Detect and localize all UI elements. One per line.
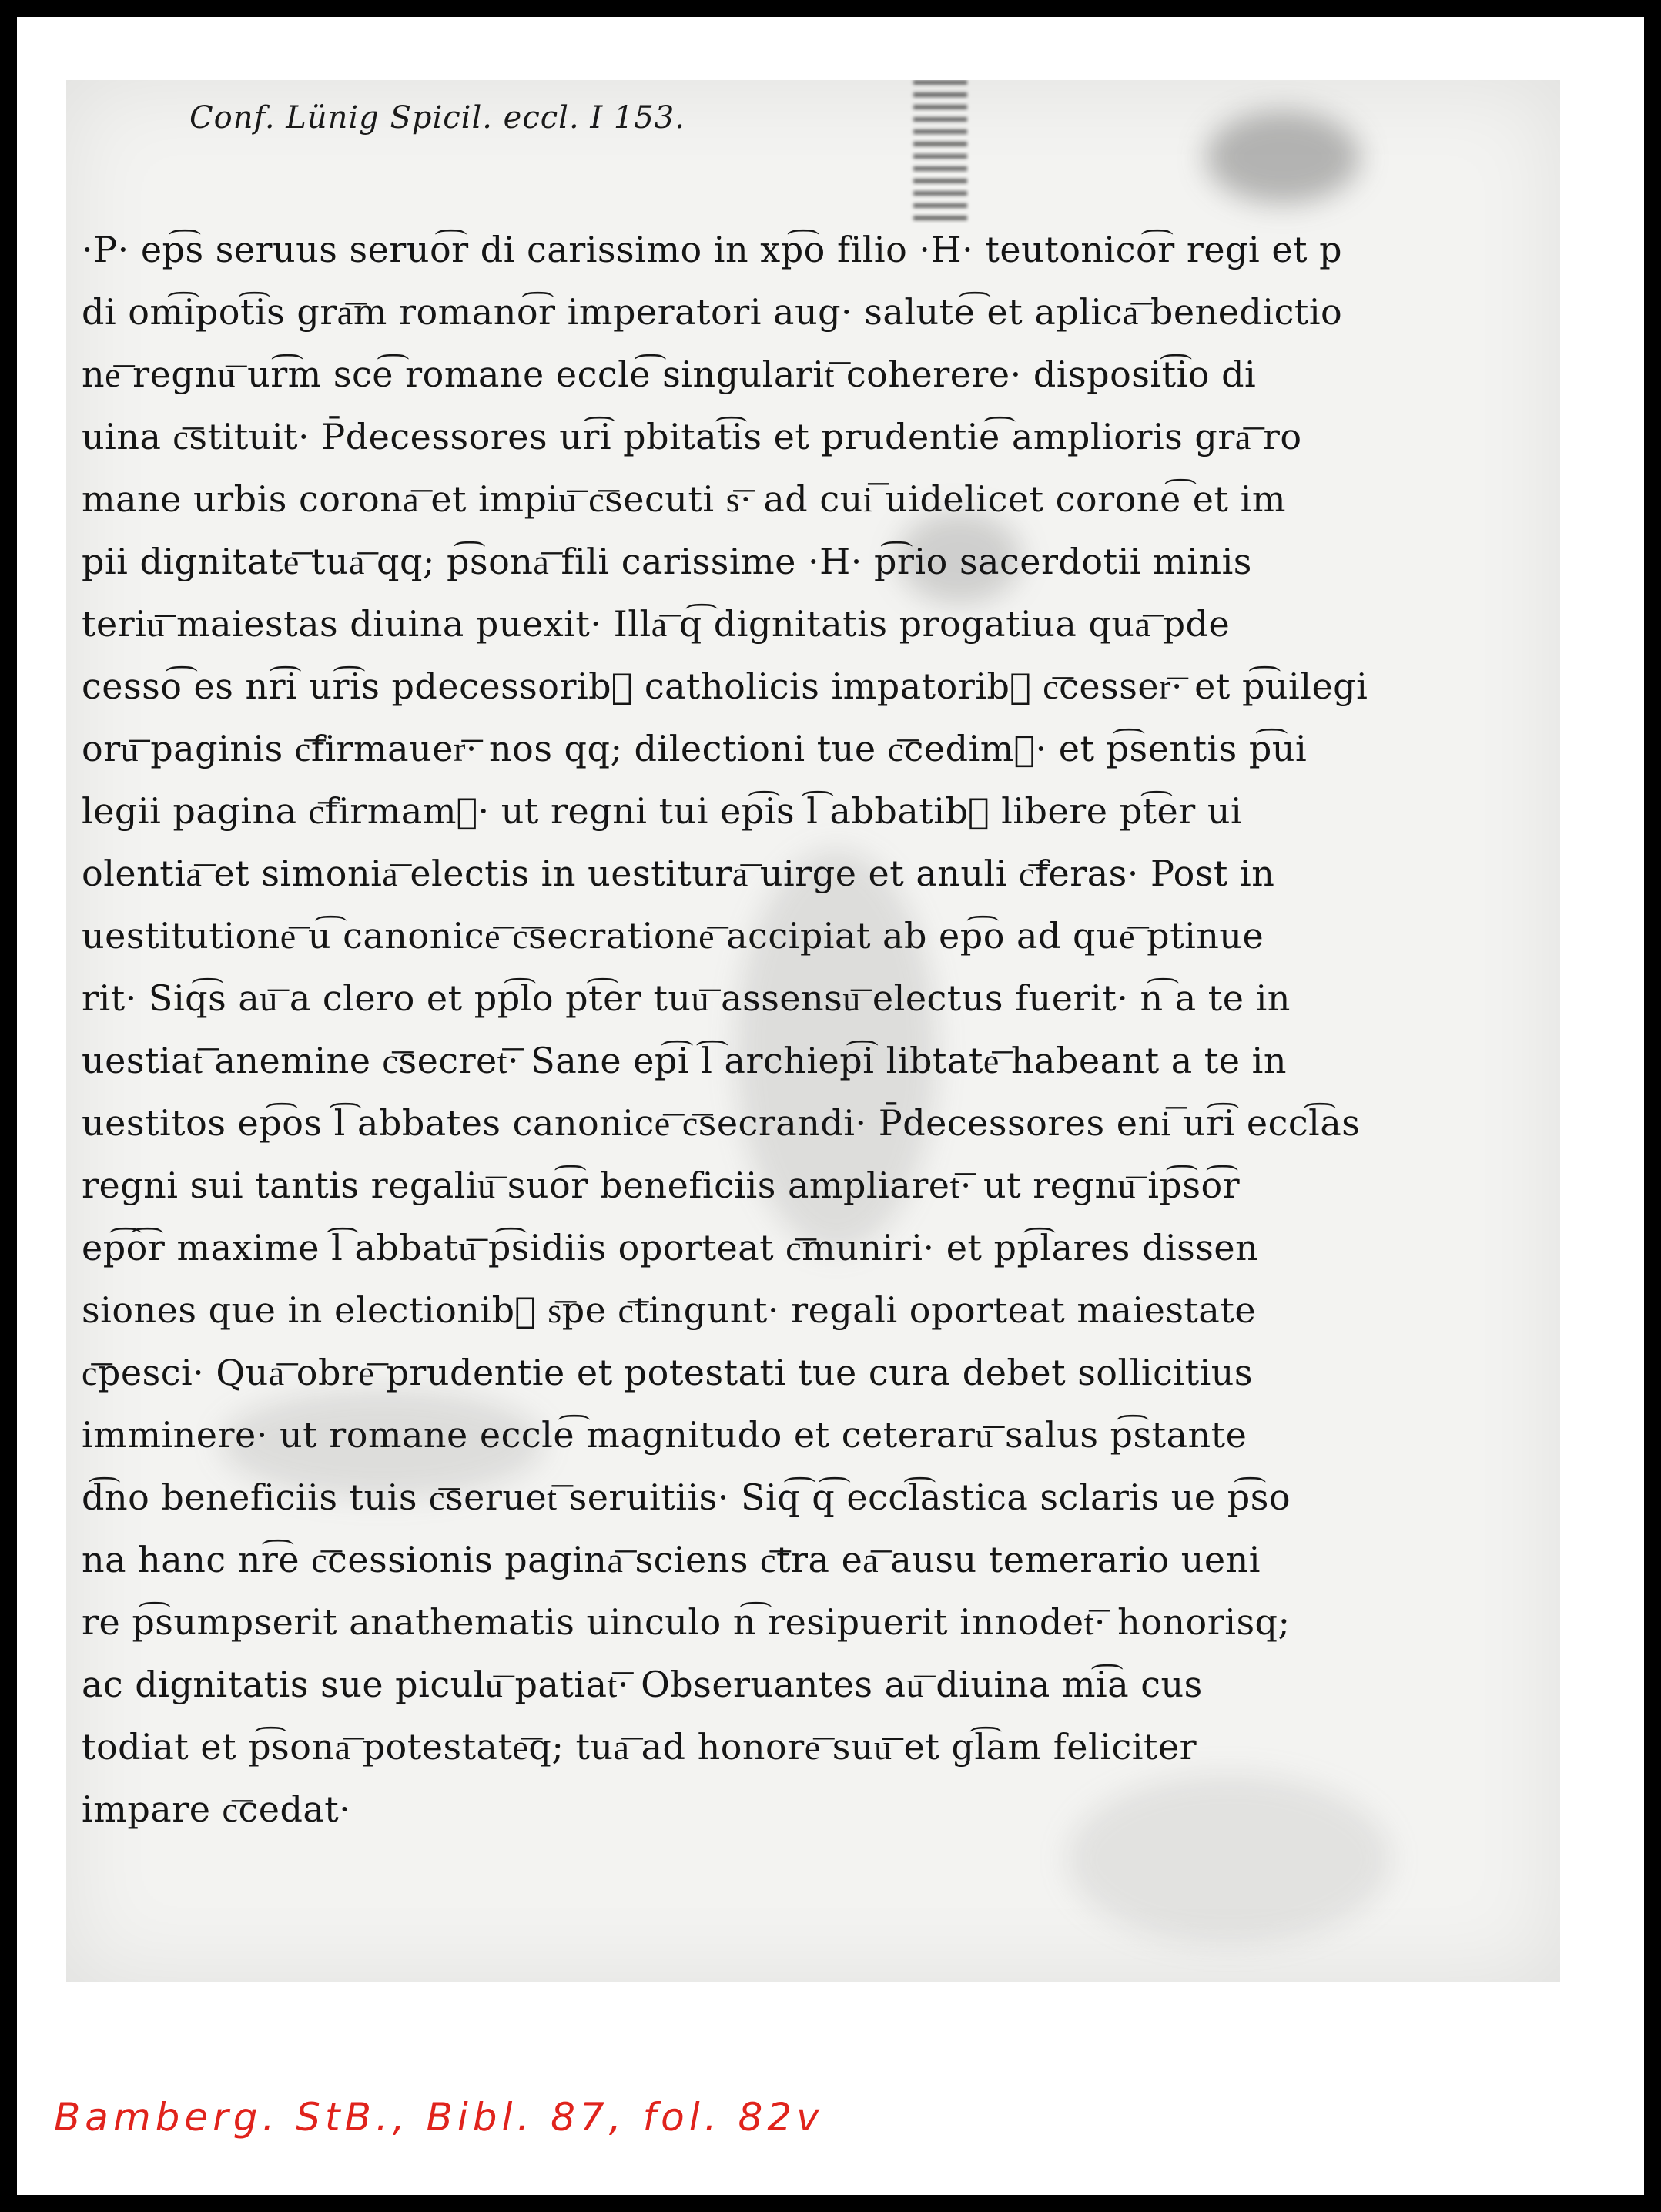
text-line: ·P· ep͡s seruus seruo͡r di carissimo in xp͡o filio ·H· teutonico͡r regi et p [82,229,1343,270]
text-line: oru͞ paginis c͞firmauer͞· nos qq; dilectioni tue c͞cedim᷒· et p͡sentis p͡ui [82,728,1308,769]
text-line: na hanc nr͡e c͞cessionis pagina͞ sciens c͞tra ea͞ ausu temerario ueni [82,1539,1261,1580]
text-line: siones que in electionib᷒ s͞pe c͞tingunt· regali oporteat maiestate [82,1289,1257,1331]
text-line: pii dignitate͞ tua͞ qq; p͡sona͞ fili carissime ·H· p͡rio sacerdotii minis [82,541,1252,582]
text-line: rit· Siq͡s au͞ a clero et pp͡lo pt͡er tuu͞ assensu͞ electus fuerit· n͡ a te in [82,977,1291,1019]
manuscript-leaf [66,80,1560,1982]
text-line: regni sui tantis regaliu͞ suo͡r beneficiis ampliaret͞· ut regnu͞ ip͡so͡r [82,1165,1241,1206]
shelfmark-note: Bamberg. StB., Bibl. 87, fol. 82v [54,2095,824,2140]
text-line: re p͡sumpserit anathematis uinculo n͡ resipuerit innodet͞· honorisq; [82,1601,1291,1643]
text-line: uestitos ep͡os l͡ abbates canonice͞ c͞secrandi· P̄decessores eni͞ ur͡i eccl͡as [82,1102,1361,1144]
text-line: ac dignitatis sue piculu͞ patiat͞· Obseruantes au͞ diuina mi͡a cus [82,1664,1203,1705]
margin-damage [913,80,967,226]
manuscript-text [82,219,1545,1841]
text-line: c͞pesci· Qua͞ obre͞ prudentie et potestati tue cura debet sollicitius [82,1352,1254,1393]
text-line: cesso͡ es nr͡i ur͡is pdecessorib᷒ catholicis impatorib᷒ c͞cesser͞· et p͡uilegi [82,665,1368,707]
text-line: impare c͞cedat· [82,1788,351,1830]
text-line: mane urbis corona͞ et impiu͞ c͞secuti s͞· ad cui͞ uidelicet corone͡ et im [82,478,1286,520]
marginal-annotation: Conf. Lünig Spicil. eccl. I 153. [189,100,685,136]
text-line: ep͡o͡r maxime l͡ abbatu͞ p͡sidiis oporteat c͞muniri· et pp͡lares dissen [82,1227,1259,1269]
text-line: di om͡ipot͡is gra͞m romano͡r imperatori aug· salute͡ et aplica͞ benedictio [82,291,1343,333]
text-line: uestiat͞ anemine c͞secret͞· Sane ep͡i l͡ archiep͡i libtate͞ habeant a te in [82,1040,1287,1081]
text-line: todiat et p͡sona͞ potestate͞q; tua͞ ad honore͞ suu͞ et gl͡am feliciter [82,1726,1197,1768]
text-line: d͡no beneficiis tuis c͞seruet͞ seruitiis· Siq͡ q͡ eccl͡astica sclaris ue p͡so [82,1476,1291,1518]
text-line: olentia͞ et simonia͞ electis in uestitura͞ uirge et anuli c͞feras· Post in [82,853,1275,894]
text-line: legii pagina c͞firmam᷒· ut regni tui ep͡is l͡ abbatib᷒ libere pt͡er ui [82,790,1243,832]
text-line: uestitutione͞ u͡ canonice͞ c͞secratione͞ accipiat ab ep͡o ad que͞ ptinue [82,915,1264,957]
text-line: imminere· ut romane eccle͡ magnitudo et ceteraru͞ salus p͡stante [82,1414,1247,1456]
text-line: teriu͞ maiestas diuina puexit· Illa͞ q͡ dignitatis progatiua qua͞ pde [82,603,1231,645]
text-line: uina c͞stituit· P̄decessores ur͡i pbitat͡is et prudentie͡ amplioris gra͞ ro [82,416,1302,457]
text-line: ne͞ regnu͞ ur͡m sce͡ romane eccle͡ singularit͞ coherere· disposit͡io di [82,354,1257,395]
ink-blot [1206,111,1360,203]
